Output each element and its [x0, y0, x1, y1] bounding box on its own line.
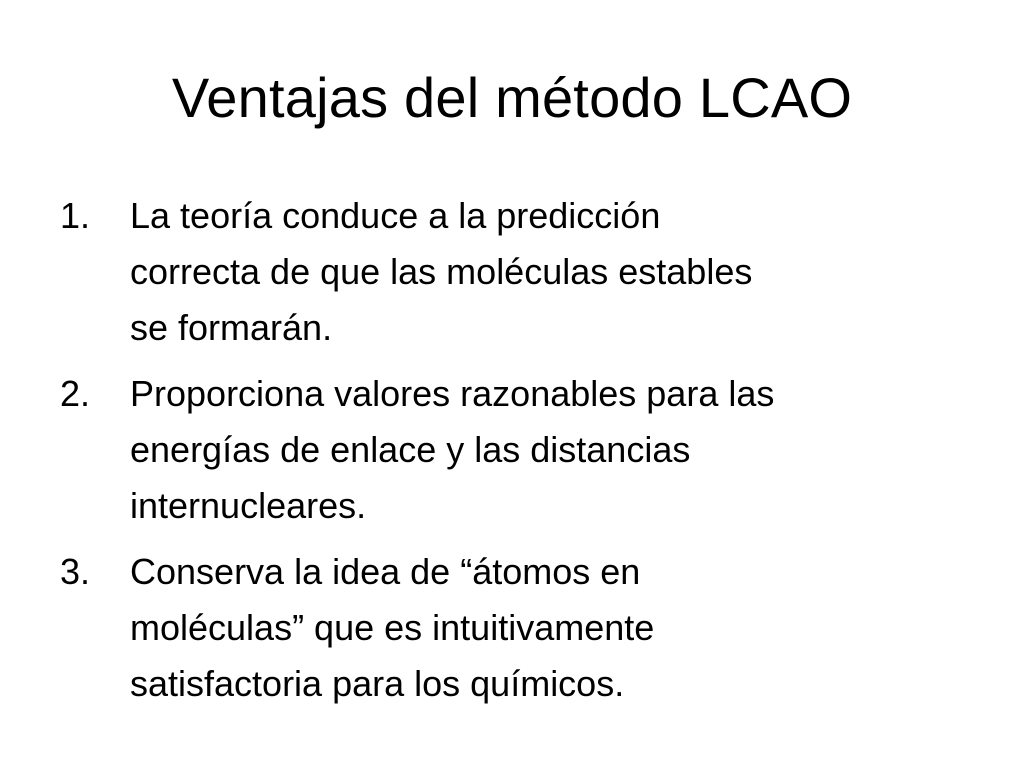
- list-item-line: La teoría conduce a la predicción: [130, 195, 661, 236]
- list-item-line: energías de enlace y las distancias: [130, 429, 691, 470]
- list-item-line: Proporciona valores razonables para las: [130, 373, 775, 414]
- list-item-number: 3.: [60, 551, 91, 592]
- list-item-line: satisfactoria para los químicos.: [130, 663, 625, 704]
- list-item: [60, 366, 960, 534]
- slide-title: Ventajas del método LCAO: [171, 66, 853, 129]
- list-item-line: correcta de que las moléculas estables: [130, 251, 753, 292]
- list-item: [60, 544, 960, 712]
- list-item-line: Conserva la idea de “átomos en: [130, 551, 641, 592]
- list-item: [60, 188, 960, 356]
- list-item-line: moléculas” que es intuitivamente: [130, 607, 655, 648]
- list-item-line: internucleares.: [130, 485, 367, 526]
- list-item-number: 2.: [60, 373, 91, 414]
- list-item-line: se formarán.: [130, 307, 333, 348]
- list-item-number: 1.: [60, 195, 91, 236]
- advantages-list: [60, 188, 960, 722]
